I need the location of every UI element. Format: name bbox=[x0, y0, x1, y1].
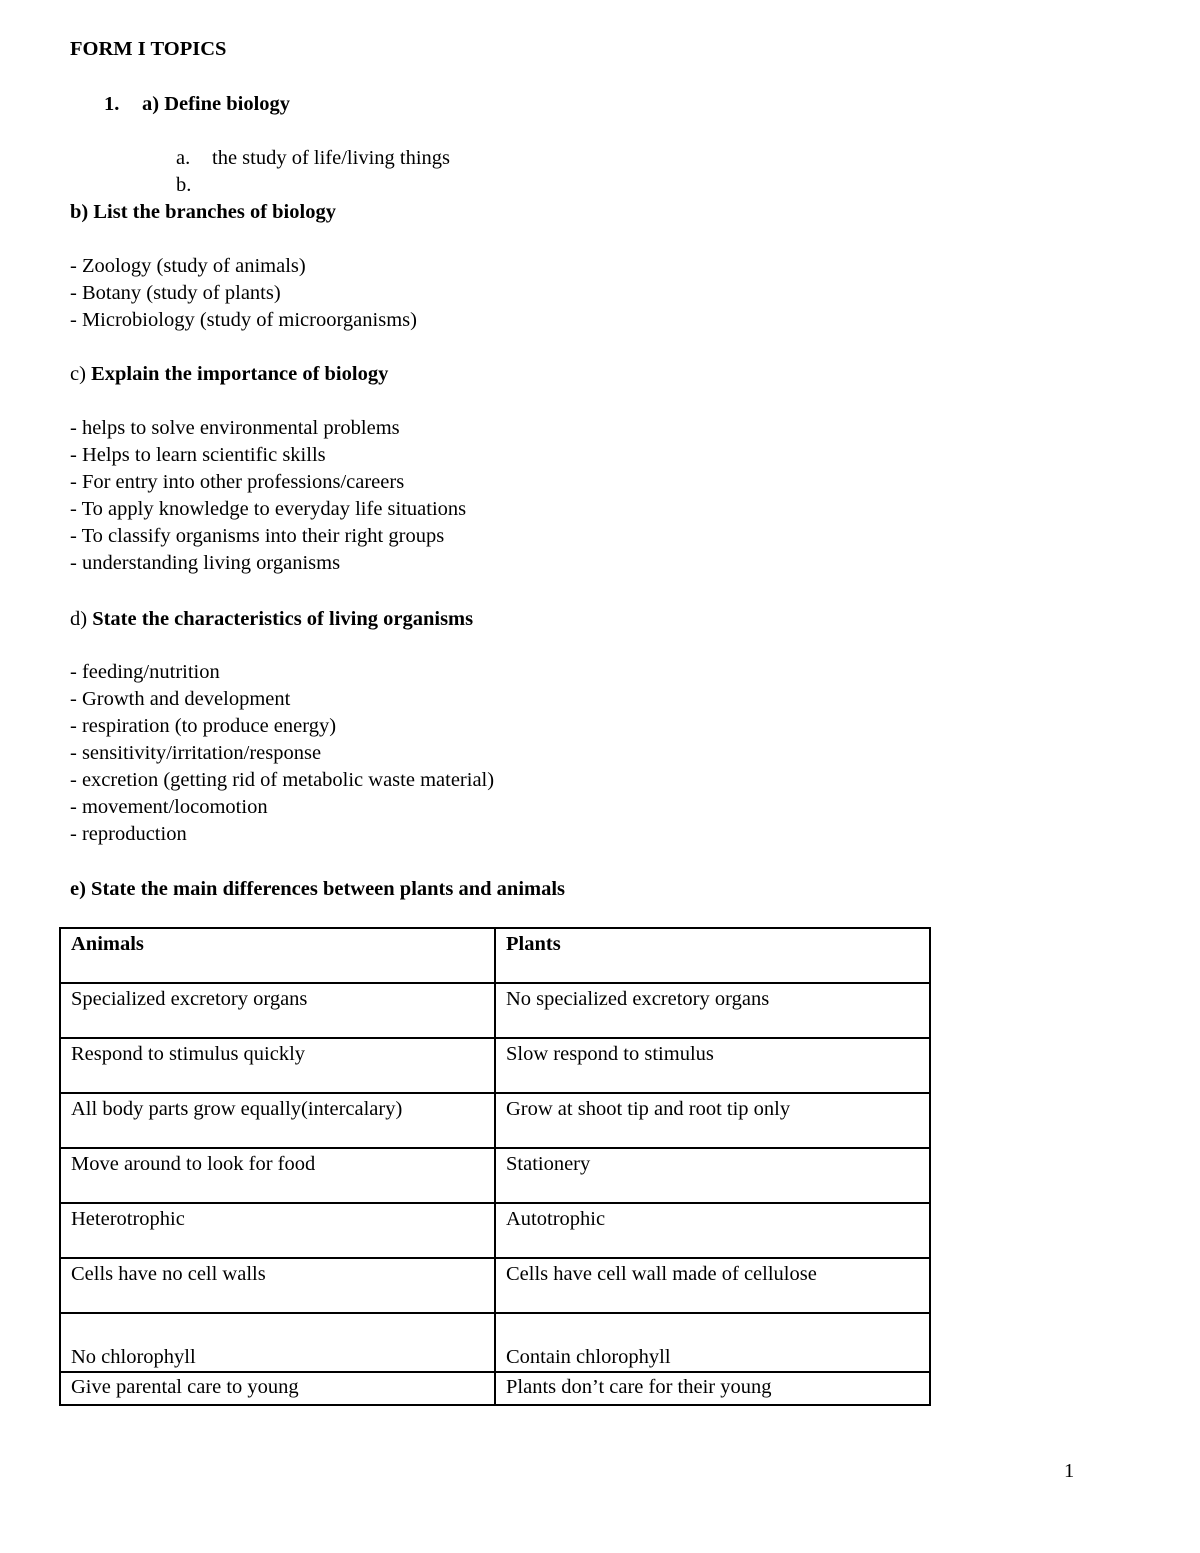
table-row bbox=[60, 1093, 930, 1148]
list-label: b. bbox=[176, 174, 192, 196]
table-row bbox=[60, 1038, 930, 1093]
table-row bbox=[60, 1203, 930, 1258]
table-row bbox=[60, 1148, 930, 1203]
table-row bbox=[60, 983, 930, 1038]
cell-animals: Cells have no cell walls bbox=[60, 1258, 495, 1313]
cell-animals: Specialized excretory organs bbox=[60, 983, 495, 1038]
list-item: - sensitivity/irritation/response bbox=[70, 742, 322, 764]
part-c-heading bbox=[70, 361, 388, 388]
cell-plants: Stationery bbox=[495, 1148, 930, 1203]
part-a-heading: a) Define biology bbox=[142, 93, 291, 115]
list-item: - Helps to learn scientific skills bbox=[70, 444, 326, 466]
page-title: FORM I TOPICS bbox=[70, 38, 227, 60]
list-item: - reproduction bbox=[70, 823, 187, 845]
list-item: - excretion (getting rid of metabolic waste material) bbox=[70, 769, 495, 791]
part-e-heading: e) State the main differences between plants and animals bbox=[70, 878, 566, 900]
cell-plants: No specialized excretory organs bbox=[495, 983, 930, 1038]
list-item bbox=[176, 145, 450, 172]
page-number: 1 bbox=[1064, 1460, 1075, 1482]
cell-plants: Autotrophic bbox=[495, 1203, 930, 1258]
part-c-title: Explain the importance of biology bbox=[91, 363, 389, 385]
list-item: - movement/locomotion bbox=[70, 796, 268, 818]
part-d-title: State the characteristics of living organisms bbox=[92, 608, 474, 630]
list-item: - feeding/nutrition bbox=[70, 661, 220, 683]
question-number: 1. bbox=[104, 93, 120, 115]
question-1 bbox=[104, 91, 290, 118]
list-item: - understanding living organisms bbox=[70, 552, 341, 574]
list-item: - Botany (study of plants) bbox=[70, 282, 281, 304]
cell-plants: Plants don’t care for their young bbox=[495, 1372, 930, 1405]
list-item: - To classify organisms into their right groups bbox=[70, 525, 445, 547]
list-item: - respiration (to produce energy) bbox=[70, 715, 337, 737]
part-d-prefix: d) bbox=[70, 608, 93, 630]
list-item: - To apply knowledge to everyday life situations bbox=[70, 498, 467, 520]
cell-animals: Respond to stimulus quickly bbox=[60, 1038, 495, 1093]
part-d-list bbox=[70, 659, 494, 848]
list-item: - helps to solve environmental problems bbox=[70, 417, 400, 439]
cell-plants: Slow respond to stimulus bbox=[495, 1038, 930, 1093]
list-item: - Microbiology (study of microorganisms) bbox=[70, 309, 417, 331]
differences-table bbox=[59, 927, 931, 1406]
table-row bbox=[60, 1258, 930, 1313]
table-header-row bbox=[60, 928, 930, 983]
table-row bbox=[60, 1313, 930, 1372]
list-text: the study of life/living things bbox=[212, 147, 451, 169]
cell-plants: Contain chlorophyll bbox=[495, 1313, 930, 1372]
list-item bbox=[176, 172, 450, 199]
cell-animals: Heterotrophic bbox=[60, 1203, 495, 1258]
header-animals: Animals bbox=[60, 928, 495, 983]
cell-animals: Move around to look for food bbox=[60, 1148, 495, 1203]
cell-animals: All body parts grow equally(intercalary) bbox=[60, 1093, 495, 1148]
part-a-answers bbox=[176, 145, 450, 199]
part-d-heading bbox=[70, 606, 473, 633]
list-item: - Zoology (study of animals) bbox=[70, 255, 306, 277]
part-c-prefix: c) bbox=[70, 363, 92, 385]
cell-plants: Cells have cell wall made of cellulose bbox=[495, 1258, 930, 1313]
cell-animals: No chlorophyll bbox=[60, 1313, 495, 1372]
part-b-list bbox=[70, 253, 417, 334]
list-item: - For entry into other professions/careers bbox=[70, 471, 405, 493]
cell-plants: Grow at shoot tip and root tip only bbox=[495, 1093, 930, 1148]
list-label: a. bbox=[176, 147, 191, 169]
table-row bbox=[60, 1372, 930, 1405]
part-c-list bbox=[70, 415, 466, 577]
cell-animals: Give parental care to young bbox=[60, 1372, 495, 1405]
list-item: - Growth and development bbox=[70, 688, 291, 710]
part-b-heading: b) List the branches of biology bbox=[70, 201, 336, 223]
header-plants: Plants bbox=[495, 928, 930, 983]
